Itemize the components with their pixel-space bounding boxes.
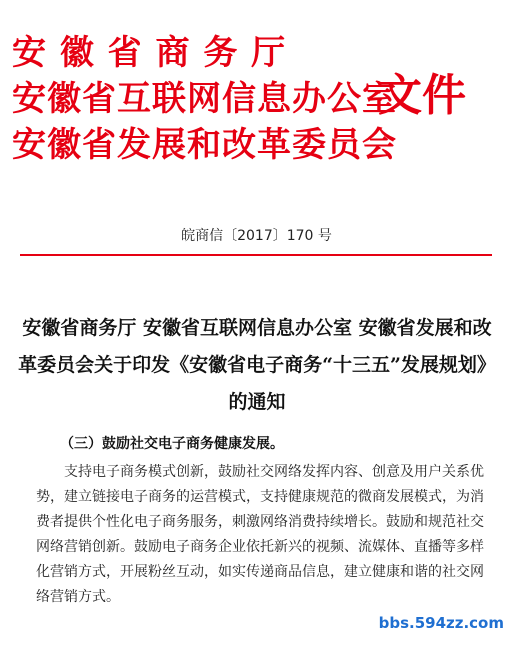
section-body: 支持电子商务模式创新，鼓励社交网络发挥内容、创意及用户关系优势，建立链接电子商务的运营模式，支持健康规范的微商发展模式，为消费者提供个性化电子商务服务，刺激网络消费持续增长。鼓励和规范社交网络营销创新。鼓励电子商务企业依托新兴的视频、流媒体、直播等多样化营销方式，开展粉丝互动，如实传递商品信息，建立健康和谐的社交网络营销方式。 <box>36 464 484 605</box>
notice-title: 安徽省商务厅 安徽省互联网信息办公室 安徽省发展和改革委员会关于印发《安徽省电子商务“十三五”发展规划》的通知 <box>18 317 496 413</box>
section-heading: （三）鼓励社交电子商务健康发展。 <box>60 436 284 452</box>
document-word: 文件 <box>378 70 466 121</box>
document-number: 皖商信〔2017〕170 号 <box>181 228 332 244</box>
red-divider <box>20 254 492 256</box>
agency-name-development-commission: 安徽省发展和改革委员会 <box>12 125 397 165</box>
agency-name-commerce: 安 徽 省 商 务 厅 <box>12 33 287 73</box>
letterhead <box>12 30 397 168</box>
site-watermark: bbs.594zz.com <box>376 613 507 633</box>
agency-name-internet-office: 安徽省互联网信息办公室 <box>12 79 397 119</box>
